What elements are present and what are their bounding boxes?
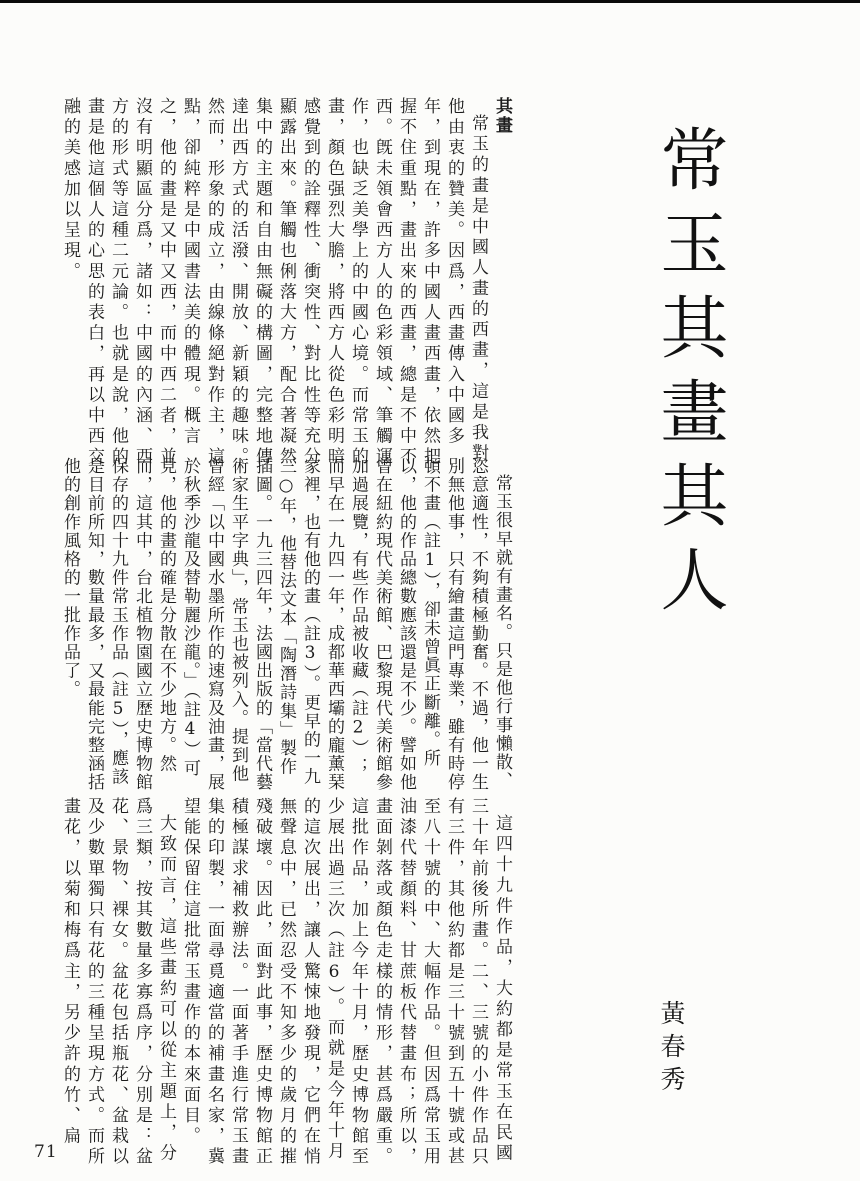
article-title-calligraphy: 常玉其畫其人 [649,124,728,628]
section-heading: 其畫 [492,97,512,135]
paragraph: 常玉很早就有畫名。只是他行事懶散、恣意適性，不夠積極勤奮。不過，他一生別無他事，只有繪畫這門專業，雖有時停頓不畫（註1），卻未曾眞正斷離。所以，他的作品總數應該還是不少。譬如他曾在紐約現代美術館、巴黎現代美術館參加過展覽，有些作品被收藏（註2）；而早在一九四一年，成都華西壩的龐薰琹家裡，也有他的畫（註3）。更早的一九三○年，他替法文本「陶潛詩集」製作插圖。一九三四年，法國出版的「當代藝術家生平字典」，常玉也被列入。提到他曾經「以中國水墨所作的速寫及油畫，展於秋季沙龍及替勒麗沙龍。」（註4）可見，他的畫的確是分散在不少地方。然而，這其中，台北植物園國立歷史博物館保存的四十九件常玉作品（註5），應該是目前所知，數量最多，又最能完整涵括他的創作風格的一批作品了。 [60,457,512,792]
paragraph: 大致而言，這些畫約可以從主題上，分爲三類，按其數量多寡爲序，分別是：盆花、景物、裸女。盆花包括瓶花、盆栽以及少數單獨只有花的三種呈現方式。而所畫花，以菊和梅爲主，另少許的竹、扁 [60,797,176,1168]
section-his-fame [58,457,514,793]
page-number: 71 [34,1142,58,1162]
scan-edge-line [0,0,860,3]
paragraph: 這四十九件作品，大約都是常玉在民國三十年前後所畫。二、三號的小件作品只有三件，其他約都是三十號到五十號或甚至八十號的中、大幅作品。但因爲常玉用油漆代替顏料、甘蔗板代替畫布；所以，畫面剝落或顏色走樣的情形，甚爲嚴重。這批作品，加上今年十月，歷史博物館至少展出過三次（註6）。而就是今年十月的這次展出，讓人驚悚地發現，它們在悄無聲息中，已然忍受不知多少的歲月的摧殘破壞。因此，面對此事，歷史博物館正積極謀求補救辦法。一面著手進行常玉畫集的印製，一面尋覓適當的補畫名家，冀望能保留住這批常玉畫作的本來面目。 [180,797,512,1168]
author-name: 黃春秀 [657,1000,686,1099]
section-the-49-works [58,797,514,1169]
paragraph: 常玉的畫是中國人畫的西畫，這是我對他由衷的贊美。因爲，西畫傳入中國多年，到現在，許多中國人畫西畫，依然把握不住重點，畫出來的西畫，總是不中不西。旣未領會西方人的色彩領域、筆觸運作，也缺乏美學上的中國心境。而常玉的畫，顏色强烈大膽，將西方人從色彩明暗感覺到的詮釋性、衝突性、對比性等充分顯露出來。筆觸也俐落大方，配合著凝然集中的主題和自由無礙的構圖，完整地傳達出西方式的活潑、開放、新穎的趣味。然而，形象的成立，由線條絕對作主，這點，卻純粹是中國書法美的體現。概言之，他的畫是又中又西，而中西二者，並沒有明顯區分爲，諸如：中國的內涵、西方的形式等這種二元論。也就是說，他的畫是他這個人的心思的表白，再以中西交融的美感加以呈現。 [60,97,488,468]
section-his-painting [58,97,514,469]
